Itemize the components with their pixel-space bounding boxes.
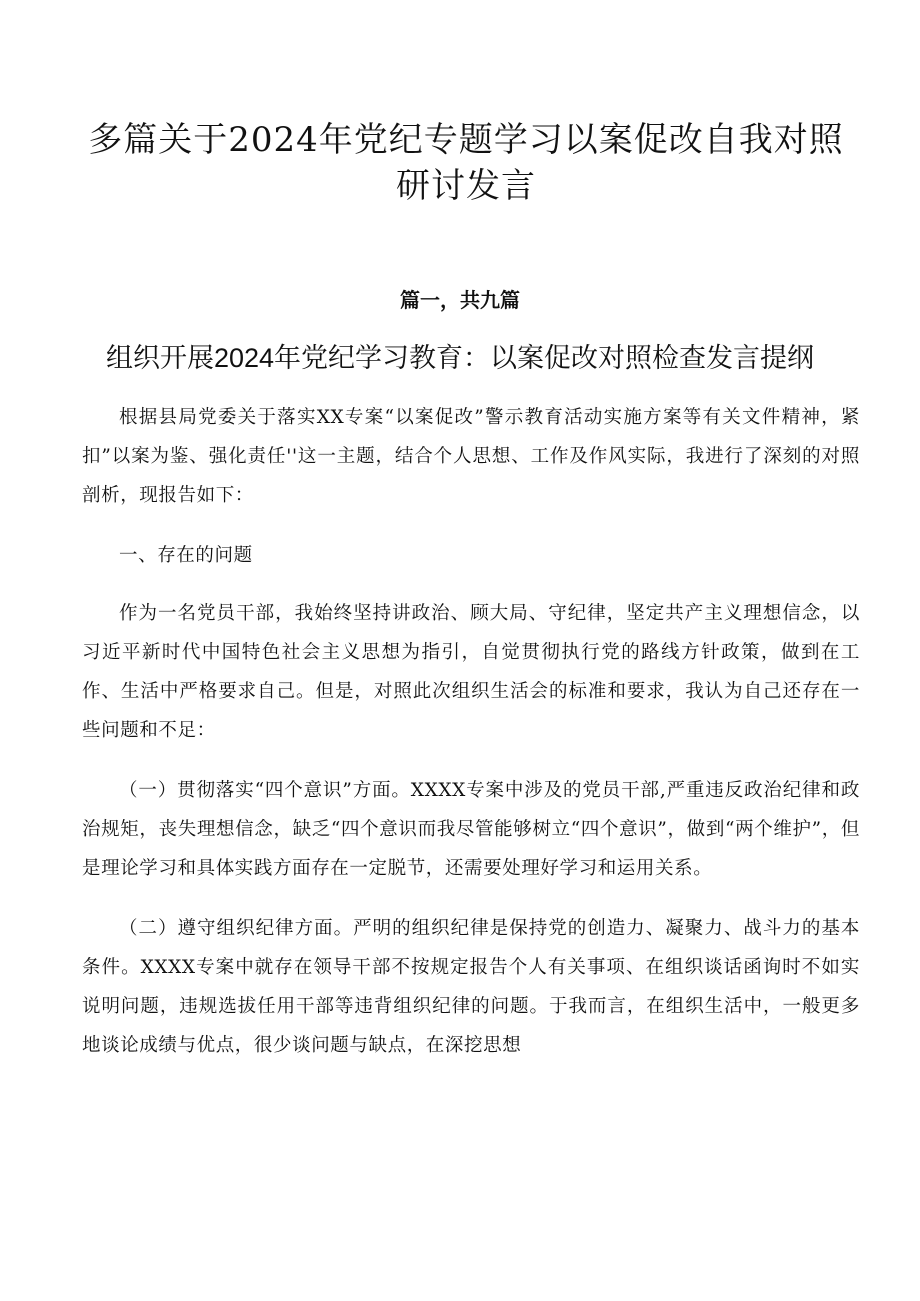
- section-label: 篇一，共九篇: [400, 288, 520, 312]
- intro-paragraph: 根据县局党委关于落实XX专案“以案促改”警示教育活动实施方案等有关文件精神，紧扣”以案为鉴、强化责任''这一主题，结合个人思想、工作及作风实际，我进行了深刻的对照剖析，现报告如下：: [82, 407, 860, 506]
- document-title: 多篇关于2024年党纪专题学习以案促改自我对照研讨发言: [88, 120, 844, 206]
- article-subtitle: 组织开展2024年党纪学习教育：以案促改对照检查发言提纲: [105, 343, 815, 373]
- document-body: [82, 398, 860, 1065]
- body-paragraph: 作为一名党员干部，我始终坚持讲政治、顾大局、守纪律，坚定共产主义理想信念，以习近平新时代中国特色社会主义思想为指引，自觉贯彻执行党的路线方针政策，做到在工作、生活中严格要求自己。但是，对照此次组织生活会的标准和要求，我认为自己还存在一些问题和不足：: [82, 603, 860, 741]
- body-paragraph: （二）遵守组织纪律方面。严明的组织纪律是保持党的创造力、凝聚力、战斗力的基本条件。XXXX专案中就存在领导干部不按规定报告个人有关事项、在组织谈话函询时不如实说明问题，违规选拔任用干部等违背组织纪律的问题。于我而言，在组织生活中，一般更多地谈论成绩与优点，很少谈问题与缺点，在深挖思想: [82, 918, 860, 1056]
- section-heading-problems: 一、存在的问题: [119, 545, 253, 566]
- body-paragraph: （一）贯彻落实“四个意识”方面。XXXX专案中涉及的党员干部,严重违反政治纪律和政治规矩，丧失理想信念，缺乏“四个意识而我尽管能够树立“四个意识”，做到“两个维护”，但是理论学习和具体实践方面存在一定脱节，还需要处理好学习和运用关系。: [82, 780, 860, 879]
